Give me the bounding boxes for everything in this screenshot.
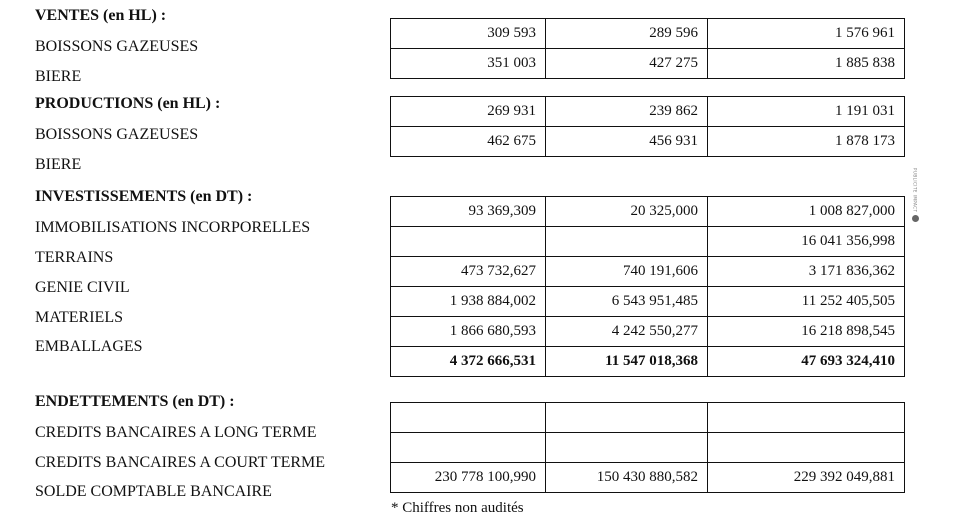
table-cell: 1 866 680,593: [391, 317, 546, 346]
table-cell: 740 191,606: [546, 257, 708, 286]
table-cell: [546, 227, 708, 256]
total-cell: 47 693 324,410: [708, 347, 905, 376]
table-cell: 93 369,309: [391, 197, 546, 226]
table-cell: 269 931: [391, 97, 546, 126]
table-cell: 229 392 049,881: [708, 463, 905, 492]
footnote: * Chiffres non audités: [391, 500, 524, 516]
inv-immob-label: IMMOBILISATIONS INCORPORELLES: [35, 219, 311, 236]
investissements-title: INVESTISSEMENTS (en DT) :: [35, 188, 253, 205]
endet-solde-label: SOLDE COMPTABLE BANCAIRE: [35, 483, 272, 500]
prod-gazeuses-label: BOISSONS GAZEUSES: [35, 126, 199, 143]
table-row: [391, 49, 905, 79]
total-cell: 4 372 666,531: [391, 347, 546, 376]
productions-table: [390, 96, 905, 157]
table-cell: 11 252 405,505: [708, 287, 905, 316]
table-cell: [391, 403, 546, 432]
table-cell: 6 543 951,485: [546, 287, 708, 316]
table-cell: 16 218 898,545: [708, 317, 905, 346]
inv-materiels-label: MATERIELS: [35, 309, 123, 326]
table-cell: [391, 433, 546, 462]
stamp-logo-icon: [912, 215, 919, 222]
table-cell: 20 325,000: [546, 197, 708, 226]
table-cell: [708, 433, 905, 462]
ventes-table: [390, 18, 905, 79]
table-row: [391, 127, 905, 157]
table-row: [391, 257, 905, 287]
table-row: [391, 197, 905, 227]
table-cell: 351 003: [391, 49, 546, 78]
table-cell: 456 931: [546, 127, 708, 156]
table-cell: 1 885 838: [708, 49, 905, 78]
inv-terrains-label: TERRAINS: [35, 249, 114, 266]
total-cell: 11 547 018,368: [546, 347, 708, 376]
table-cell: 427 275: [546, 49, 708, 78]
ventes-gazeuses-label: BOISSONS GAZEUSES: [35, 38, 199, 55]
table-cell: 289 596: [546, 19, 708, 48]
table-cell: 1 878 173: [708, 127, 905, 156]
table-cell: [546, 433, 708, 462]
table-cell: 473 732,627: [391, 257, 546, 286]
table-row: [391, 403, 905, 433]
total-row: [391, 347, 905, 377]
endet-court-label: CREDITS BANCAIRES A COURT TERME: [35, 454, 326, 471]
table-cell: 4 242 550,277: [546, 317, 708, 346]
table-row: [391, 19, 905, 49]
endet-long-label: CREDITS BANCAIRES A LONG TERME: [35, 424, 317, 441]
table-cell: 1 008 827,000: [708, 197, 905, 226]
table-cell: 1 191 031: [708, 97, 905, 126]
investissements-table: [390, 196, 905, 377]
table-cell: [708, 403, 905, 432]
endettements-title: ENDETTEMENTS (en DT) :: [35, 393, 235, 410]
table-cell: 16 041 356,998: [708, 227, 905, 256]
table-cell: [391, 227, 546, 256]
inv-genie-label: GENIE CIVIL: [35, 279, 130, 296]
table-row: [391, 463, 905, 493]
publisher-stamp: [910, 168, 920, 228]
table-cell: 3 171 836,362: [708, 257, 905, 286]
table-row: [391, 227, 905, 257]
table-cell: 239 862: [546, 97, 708, 126]
table-cell: 309 593: [391, 19, 546, 48]
table-cell: 1 576 961: [708, 19, 905, 48]
productions-title: PRODUCTIONS (en HL) :: [35, 95, 221, 112]
stamp-text: PUBLICITE IMPACT: [912, 168, 918, 213]
table-cell: 1 938 884,002: [391, 287, 546, 316]
prod-biere-label: BIERE: [35, 156, 82, 173]
table-cell: 462 675: [391, 127, 546, 156]
table-cell: [546, 403, 708, 432]
table-row: [391, 287, 905, 317]
table-row: [391, 433, 905, 463]
ventes-title: VENTES (en HL) :: [35, 7, 167, 24]
table-row: [391, 97, 905, 127]
endettements-table: [390, 402, 905, 493]
ventes-biere-label: BIERE: [35, 68, 82, 85]
table-cell: 150 430 880,582: [546, 463, 708, 492]
table-row: [391, 317, 905, 347]
table-cell: 230 778 100,990: [391, 463, 546, 492]
inv-emballages-label: EMBALLAGES: [35, 338, 143, 355]
